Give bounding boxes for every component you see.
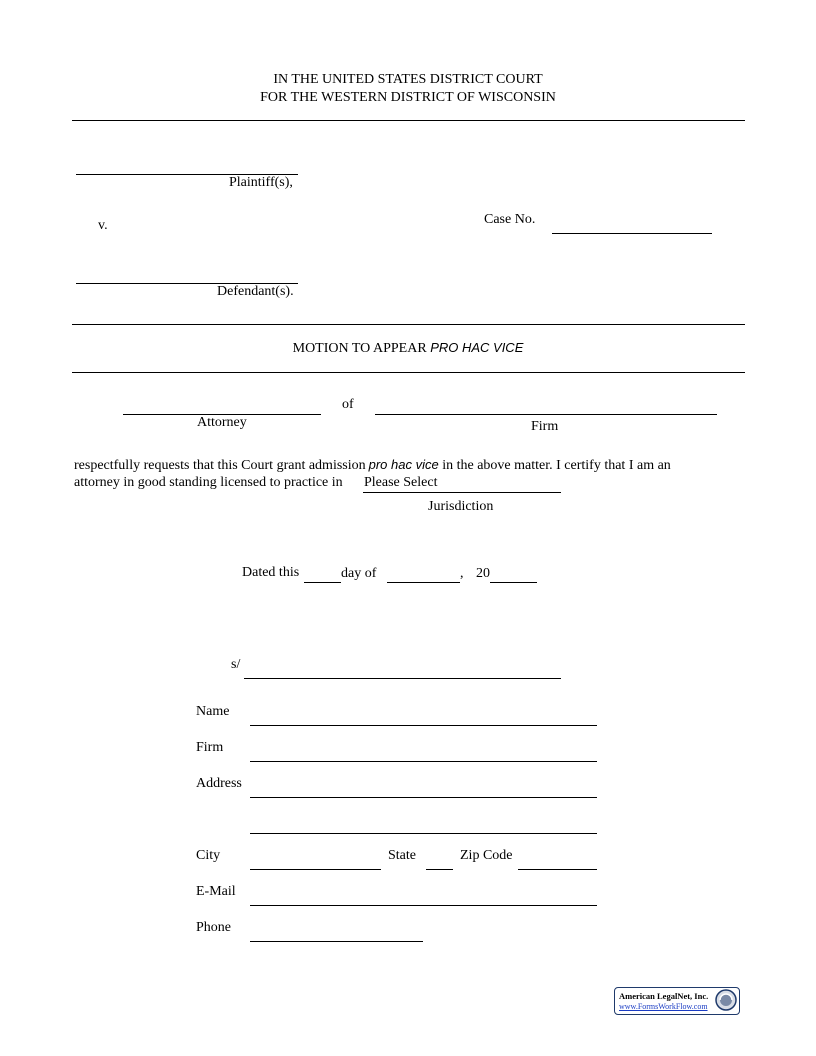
email-input[interactable] [250,890,597,906]
name-input[interactable] [250,710,597,726]
city-input[interactable] [250,854,381,870]
body-text-2: in the above matter. I certify that I am an [442,458,671,473]
phone-label: Phone [196,920,231,935]
plaintiff-label: Plaintiff(s), [229,175,293,190]
jurisdiction-value: Please Select [364,475,438,490]
of-label: of [342,397,354,412]
address-line1-input[interactable] [250,782,597,798]
motion-title [0,340,816,357]
address-label: Address [196,776,242,791]
zip-label: Zip Code [460,848,513,863]
attorney-input[interactable] [123,399,321,415]
email-label: E-Mail [196,884,236,899]
body-line1 [74,457,671,474]
signature-prefix: s/ [231,657,241,672]
company-name: American LegalNet, Inc. [619,991,709,1001]
body-pro-hac-vice: pro hac vice [368,457,439,472]
motion-title-italic: PRO HAC VICE [430,340,524,355]
court-name-line2: FOR THE WESTERN DISTRICT OF WISCONSIN [260,90,556,105]
state-input[interactable] [426,854,453,870]
month-input[interactable] [387,567,460,583]
caption-divider-top [72,324,745,325]
sig-firm-input[interactable] [250,746,597,762]
case-no-label: Case No. [484,212,536,227]
globe-logo-icon [715,989,737,1011]
plaintiff-input[interactable] [76,159,298,175]
dated-this-label: Dated this [242,565,300,580]
body-text-3: attorney in good standing licensed to practice in [74,475,343,490]
jurisdiction-label: Jurisdiction [428,499,494,514]
sig-firm-label: Firm [196,740,224,755]
state-label: State [388,848,416,863]
body-text-1: respectfully requests that this Court grant admission [74,458,366,473]
firm-input[interactable] [375,399,717,415]
caption-divider-bottom [72,372,745,373]
date-comma: , [460,566,464,581]
case-no-input[interactable] [552,218,712,234]
day-input[interactable] [304,567,341,583]
defendant-label: Defendant(s). [217,284,294,299]
motion-title-prefix: MOTION TO APPEAR [292,341,427,356]
name-label: Name [196,704,230,719]
jurisdiction-select[interactable] [363,475,561,493]
city-label: City [196,848,221,863]
year-prefix: 20 [476,566,490,581]
year-input[interactable] [490,567,537,583]
header-divider [72,120,745,121]
signature-input[interactable] [244,663,561,679]
american-legalnet-logo[interactable] [614,987,740,1015]
day-of-label: day of [341,566,377,581]
attorney-label: Attorney [197,415,247,430]
firm-label: Firm [531,419,559,434]
zip-input[interactable] [518,854,597,870]
company-url[interactable]: www.FormsWorkFlow.com [619,1002,708,1011]
court-name-line1: IN THE UNITED STATES DISTRICT COURT [273,72,543,87]
phone-input[interactable] [250,926,423,942]
defendant-input[interactable] [76,268,298,284]
address-line2-input[interactable] [250,818,597,834]
versus-label: v. [98,218,108,233]
